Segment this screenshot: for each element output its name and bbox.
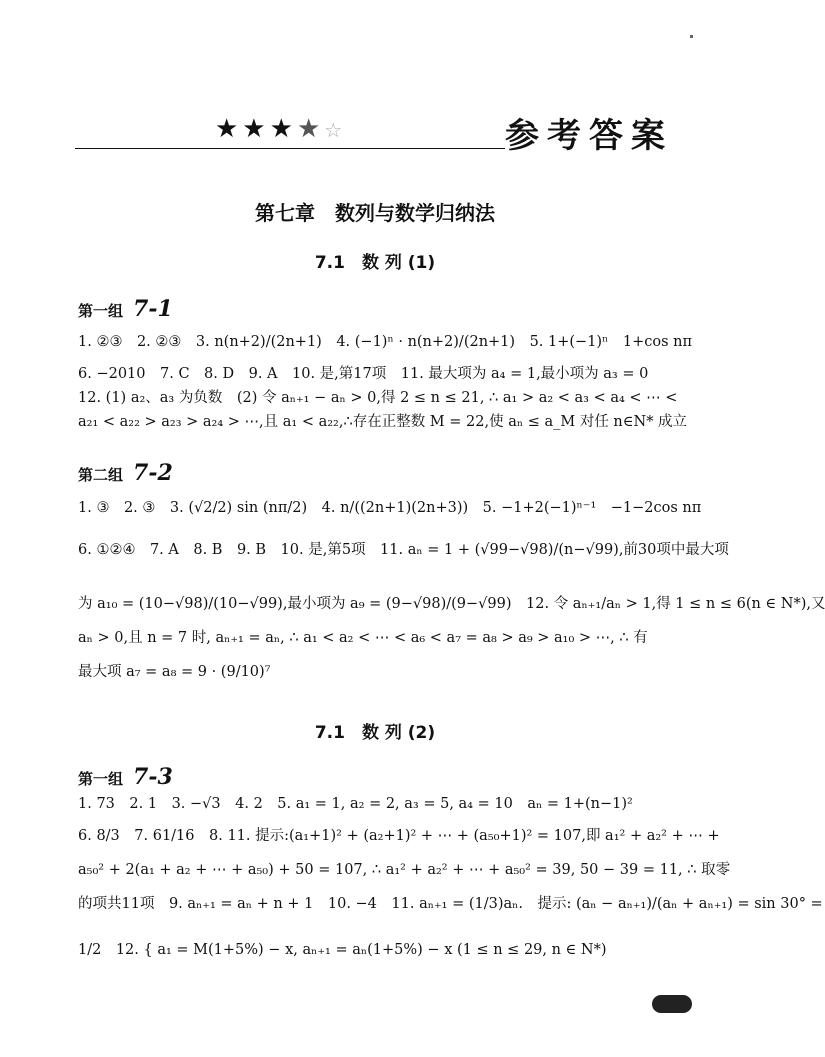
group-heading: 第一组 7-3 [78,764,173,790]
banner-rule [75,148,505,149]
answer-line: 最大项 a₇ = a₈ = 9 · (9/10)⁷ [78,664,271,680]
answer-line: 1/2 12. { a₁ = M(1+5%) − x, aₙ₊₁ = aₙ(1+5%) − x (1 ≤ n ≤ 29, n ∈ N*) [78,942,607,958]
chapter-title: 第七章 数列与数学归纳法 [255,201,495,225]
page-title: 参考答案 [505,116,673,156]
answer-line: 为 a₁₀ = (10−√98)/(10−√99),最小项为 a₉ = (9−√98)/(9−√99) 12. 令 aₙ₊₁/aₙ > 1,得 1 ≤ n ≤ 6(n ∈ N*),又 [78,596,825,612]
answer-line: a₅₀² + 2(a₁ + a₂ + ⋯ + a₅₀) + 50 = 107, ∴ a₁² + a₂² + ⋯ + a₅₀² = 39, 50 − 39 = 11, ∴ 取零 [78,862,731,878]
answer-line: aₙ > 0,且 n = 7 时, aₙ₊₁ = aₙ, ∴ a₁ < a₂ < ⋯ < a₆ < a₇ = a₈ > a₉ > a₁₀ > ⋯, ∴ 有 [78,630,648,646]
answer-line: 1. ③ 2. ③ 3. (√2/2) sin (nπ/2) 4. n/((2n+1)(2n+3)) 5. −1+2(−1)ⁿ⁻¹ −1−2cos nπ [78,500,702,516]
section-title: 7.1 数 列 (2) [314,723,436,743]
rating-stars-icon: ★★★★☆ [215,114,347,144]
answer-line: a₂₁ < a₂₂ > a₂₃ > a₂₄ > ⋯,且 a₁ < a₂₂,∴存在正整数 M = 22,使 aₙ ≤ a_M 对任 n∈N* 成立 [78,414,688,430]
group-heading: 第二组 7-2 [78,460,173,486]
answer-line: 1. 73 2. 1 3. −√3 4. 2 5. a₁ = 1, a₂ = 2, a₃ = 5, a₄ = 10 aₙ = 1+(n−1)² [78,796,633,812]
answer-line: 的项共11项 9. aₙ₊₁ = aₙ + n + 1 10. −4 11. aₙ₊₁ = (1/3)aₙ. 提示: (aₙ − aₙ₊₁)/(aₙ + aₙ₊₁) = sin 30° = [78,896,823,912]
answer-banner [75,108,675,156]
page-number-tab [652,995,692,1013]
answer-line: 6. 8/3 7. 61/16 8. 11. 提示:(a₁+1)² + (a₂+1)² + ⋯ + (a₅₀+1)² = 107,即 a₁² + a₂² + ⋯ + [78,828,720,844]
section-title: 7.1 数 列 (1) [314,253,436,273]
answer-line: 6. −2010 7. C 8. D 9. A 10. 是,第17项 11. 最大项为 a₄ = 1,最小项为 a₃ = 0 [78,366,649,382]
answer-line: 6. ①②④ 7. A 8. B 9. B 10. 是,第5项 11. aₙ = 1 + (√99−√98)/(n−√99),前30项中最大项 [78,542,729,558]
answer-line: 12. (1) a₂、a₃ 为负数 (2) 令 aₙ₊₁ − aₙ > 0,得 2 ≤ n ≤ 21, ∴ a₁ > a₂ < a₃ < a₄ < ⋯ < [78,390,678,406]
group-heading: 第一组 7-1 [78,296,173,322]
page-mark [690,35,693,38]
answer-line: 1. ②③ 2. ②③ 3. n(n+2)/(2n+1) 4. (−1)ⁿ · n(n+2)/(2n+1) 5. 1+(−1)ⁿ 1+cos nπ [78,334,692,350]
